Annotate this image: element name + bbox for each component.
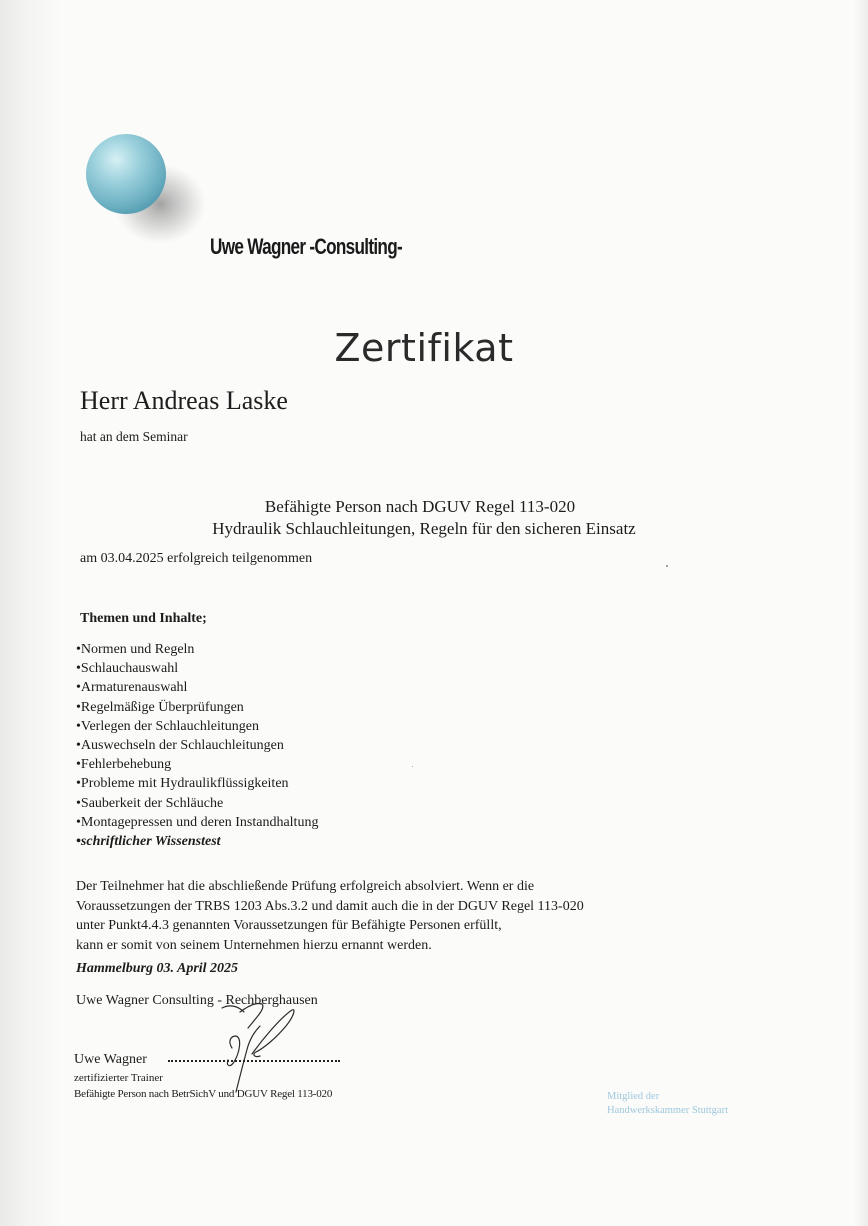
- company-location: Uwe Wagner Consulting - Rechberghausen: [76, 993, 318, 1008]
- closing-line-2: Voraussetzungen der TRBS 1203 Abs.3.2 und damit auch die in der DGUV Regel 113-020: [76, 898, 584, 914]
- membership-line-2: Handwerkskammer Stuttgart: [607, 1105, 729, 1116]
- seminar-line-2: Hydraulik Schlauchleitungen, Regeln für den sicheren Einsatz: [212, 519, 636, 538]
- membership-line-1: Mitglied der: [607, 1091, 660, 1102]
- topic-item: •Montagepressen und deren Instandhaltung: [76, 814, 319, 830]
- scan-speck: [666, 565, 668, 567]
- certificate-title-text: Zertifikat: [334, 326, 514, 370]
- membership-note: [607, 1090, 728, 1118]
- topic-item: •Auswechseln der Schlauchleitungen: [76, 738, 284, 754]
- scan-edge-shadow-right: [854, 0, 868, 1226]
- topic-item: •Sauberkeit der Schläuche: [76, 795, 224, 811]
- place-date: Hammelburg 03. April 2025: [76, 961, 239, 976]
- certificate-title: [0, 326, 848, 370]
- completion-text: am 03.04.2025 erfolgreich teilgenommen: [80, 551, 313, 566]
- topic-item: •Probleme mit Hydraulikflüssigkeiten: [76, 776, 289, 792]
- topics-heading: Themen und Inhalte;: [80, 611, 207, 626]
- intro-text: hat an dem Seminar: [80, 429, 188, 444]
- topic-item-written-test: •schriftlicher Wissenstest: [76, 834, 221, 850]
- closing-line-3: unter Punkt4.4.3 genannten Voraussetzungen für Befähigte Personen erfüllt,: [76, 918, 502, 934]
- closing-paragraph: [76, 877, 584, 955]
- recipient-name: Herr Andreas Laske: [80, 386, 288, 415]
- topic-item: •Fehlerbehebung: [76, 757, 172, 773]
- topics-list: [76, 640, 318, 851]
- signer-title: zertifizierter Trainer: [74, 1072, 163, 1084]
- seminar-line-1: Befähigte Person nach DGUV Regel 113-020: [264, 497, 576, 516]
- seminar-title: [0, 496, 848, 540]
- closing-line-4: kann er somit von seinem Unternehmen hierzu ernannt werden.: [76, 937, 432, 953]
- company-name: Uwe Wagner -Consulting-: [210, 234, 402, 259]
- sphere-logo-icon: [80, 126, 210, 246]
- signer-name: Uwe Wagner: [74, 1052, 147, 1067]
- topic-item: •Armaturenauswahl: [76, 680, 188, 696]
- topic-item: •Verlegen der Schlauchleitungen: [76, 718, 259, 734]
- signer-qualification: Befähigte Person nach BetrSichV und DGUV Regel 113-020: [74, 1088, 333, 1100]
- scan-speck: [412, 766, 413, 767]
- topic-item: •Schlauchauswahl: [76, 661, 179, 677]
- scan-edge-shadow-left: [0, 0, 62, 1226]
- handwritten-signature-icon: [196, 996, 306, 1100]
- topic-item: •Normen und Regeln: [76, 642, 195, 657]
- topic-item: •Regelmäßige Überprüfungen: [76, 699, 244, 715]
- closing-line-1: Der Teilnehmer hat die abschließende Prüfung erfolgreich absolviert. Wenn er die: [76, 879, 535, 894]
